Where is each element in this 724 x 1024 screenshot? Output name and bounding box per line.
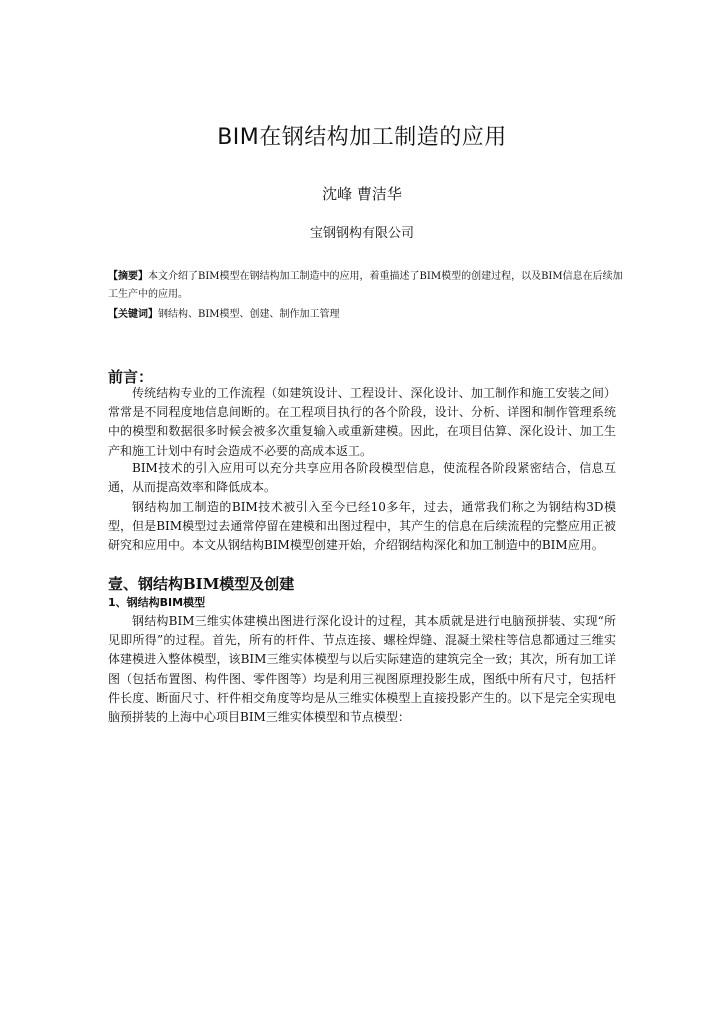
preface-paragraph-2: BIM技术的引入应用可以充分共享应用各阶段模型信息，使流程各阶段紧密结合，信息互通，从而提高效率和降低成本。: [108, 461, 616, 495]
keywords-label: 【关键词】: [108, 309, 158, 320]
section-1-subheading: 1、钢结构BIM模型: [108, 596, 206, 609]
authors: 沈峰 曹洁华: [322, 185, 402, 203]
section-1-heading: 壹、钢结构BIM模型及创建: [108, 575, 295, 593]
preface-paragraph-3: 钢结构加工制造的BIM技术被引入至今已经10多年，过去，通常我们称之为钢结构3D模型，但是BIM模型过去通常停留在建模和出图过程中，其产生的信息在后续流程的完整应用正被研究和应用中。本文从钢结构BIM模型创建开始，介绍钢结构深化和加工制造中的BIM应用。: [108, 500, 616, 553]
affiliation: 宝钢钢构有限公司: [309, 226, 414, 241]
preface-paragraph-1: 传统结构专业的工作流程（如建筑设计、工程设计、深化设计、加工制作和施工安装之间）常常是不同程度地信息间断的。在工程项目执行的各个阶段，设计、分析、详图和制作管理系统中的模型和数据很多时候会被多次重复输入或重新建模。因此，在项目估算、深化设计、加工生产和施工计划中有时会造成不必要的高成本返工。: [108, 386, 616, 458]
abstract-label: 【摘要】: [108, 271, 148, 282]
keywords: [108, 306, 624, 324]
section-1-paragraph: 钢结构BIM三维实体建模出图进行深化设计的过程，其本质就是进行电脑预拼装、实现“所见即所得”的过程。首先，所有的杆件、节点连接、螺栓焊缝、混凝土梁柱等信息都通过三维实体建模进入整体模型，该BIM三维实体模型与以后实际建造的建筑完全一致；其次，所有加工详图（包括布置图、构件图、零件图等）均是利用三视图原理投影生成，图纸中所有尺寸，包括杆件长度、断面尺寸、杆件相交角度等均是从三维实体模型上直接投影产生的。以下是完全实现电脑预拼装的上海中心项目BIM三维实体模型和节点模型：: [108, 614, 616, 725]
preface-heading: 前言：: [108, 368, 154, 386]
document-title: BIM在钢结构加工制造的应用: [217, 125, 507, 150]
abstract-text: 本文介绍了BIM模型在钢结构加工制造中的应用，着重描述了BIM模型的创建过程，以及BIM信息在后续加工生产中的应用。: [108, 271, 623, 300]
abstract: [108, 268, 624, 304]
keywords-text: 钢结构、BIM模型、创建、制作加工管理: [158, 309, 340, 320]
